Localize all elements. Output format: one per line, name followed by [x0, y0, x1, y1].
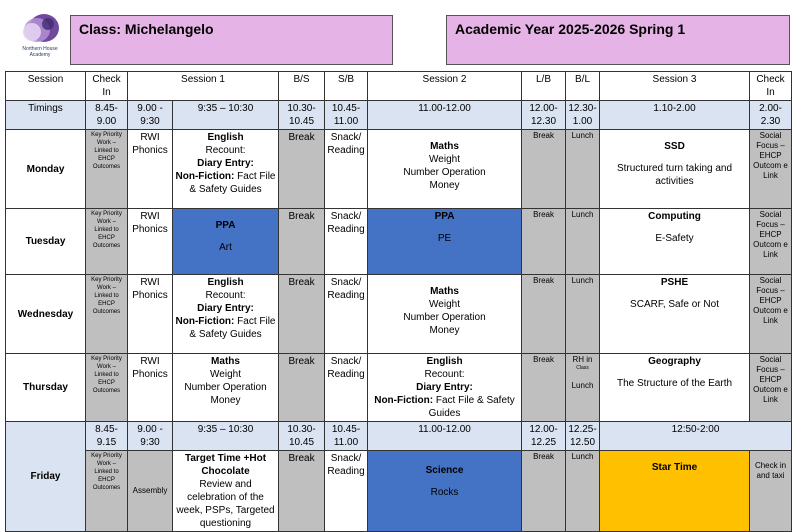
snack-cell: Snack/ Reading [325, 354, 368, 422]
subject-title: Geography [648, 356, 701, 367]
timing-text: 8.45- 9.15 [95, 424, 118, 448]
line: Lunch [571, 381, 594, 390]
subject-title: SSD [664, 141, 685, 152]
line: PE [437, 233, 452, 244]
snack-cell: Snack/ Reading [325, 209, 368, 275]
subject-title: Science [425, 465, 464, 476]
lunch-cell: Lunch [566, 451, 600, 532]
day-label: Wednesday [6, 275, 86, 354]
rwi-cell: RWI Phonics [128, 130, 173, 209]
tuesday-row [6, 209, 792, 275]
lunch-cell: Lunch [566, 209, 600, 275]
timing-bl [566, 101, 600, 130]
timing-lb [522, 101, 566, 130]
line: Money [210, 395, 241, 406]
timing-check-in-2 [750, 101, 792, 130]
line [175, 315, 276, 328]
col-session-3: Session 3 [600, 72, 750, 101]
lunch-cell: Lunch [566, 130, 600, 209]
friday-session-1 [173, 451, 279, 532]
thursday-row [6, 354, 792, 422]
rwi-cell: RWI Phonics [128, 354, 173, 422]
timings-row [6, 101, 792, 130]
wednesday-row [6, 275, 792, 354]
subject-title: Maths [430, 286, 459, 297]
thursday-session-3 [600, 354, 750, 422]
timing-text: 12.00- 12.25 [529, 424, 558, 448]
line: & Safety Guides [189, 329, 262, 340]
social-focus-cell: Social Focus – EHCP Outcom e Link [750, 275, 792, 354]
logo-text: Northern House Academy [22, 46, 58, 58]
key-priority-cell: Key Priority Work – Linked to EHCP Outcomes [86, 451, 128, 532]
column-header-row [6, 72, 792, 101]
break-cell: Break [279, 130, 325, 209]
line: Recount: [205, 290, 246, 301]
check-in-taxi-cell [750, 451, 792, 532]
line [370, 394, 519, 407]
timing-text: 9.00 - 9:30 [137, 103, 163, 127]
timings-label: Timings [6, 101, 86, 130]
col-session: Session [6, 72, 86, 101]
timing-text: 2.00- 2.30 [759, 103, 782, 127]
line: Weight [429, 299, 460, 310]
line: Class [576, 365, 589, 371]
timing-text: 10.30- 10.45 [287, 103, 316, 127]
line: Check in and taxi [754, 461, 787, 480]
line: Weight [210, 369, 241, 380]
line: Guides [428, 408, 461, 419]
line: Number Operation [403, 312, 486, 323]
timing-text: 10.45- 11.00 [331, 424, 361, 448]
social-focus-cell: Social Focus – EHCP Outcom e Link [750, 209, 792, 275]
tuesday-session-1 [173, 209, 279, 275]
line: Review and celebration of the week, PSPs, Targeted questioning [176, 479, 275, 529]
break-cell: Break [279, 451, 325, 532]
friday-timings-row [6, 422, 792, 451]
line: Money [429, 180, 460, 191]
subject-title: Maths [430, 141, 459, 152]
thursday-session-1 [173, 354, 279, 422]
thursday-session-2 [368, 354, 522, 422]
timing-session-1: 9:35 – 10:30 [173, 101, 279, 130]
day-label: Friday [6, 422, 86, 532]
timing-text: 10.30- 10.45 [287, 424, 316, 448]
day-label: Monday [6, 130, 86, 209]
col-session-1: Session 1 [128, 72, 279, 101]
break-cell: Break [279, 209, 325, 275]
timing-bl [566, 422, 600, 451]
line: Diary Entry: [416, 382, 473, 393]
line-bold: Non-Fiction: [374, 395, 434, 406]
col-check-in-2: Check In [750, 72, 792, 101]
key-priority-cell: Key Priority Work – Linked to EHCP Outcomes [86, 275, 128, 354]
timing-early [128, 422, 173, 451]
line: SCARF, Safe or Not [630, 299, 719, 310]
line: Weight [429, 154, 460, 165]
thursday-bl-cell [566, 354, 600, 422]
day-label: Thursday [6, 354, 86, 422]
tuesday-session-3 [600, 209, 750, 275]
subject-title: English [207, 132, 244, 143]
social-focus-cell: Social Focus – EHCP Outcom e Link [750, 130, 792, 209]
col-check-in: Check In [86, 72, 128, 101]
line: Art [219, 242, 232, 253]
timing-bs [279, 101, 325, 130]
timing-session-3: 1.10-2.00 [600, 101, 750, 130]
key-priority-cell: Key Priority Work – Linked to EHCP Outcomes [86, 209, 128, 275]
line-rest: Fact File & Safety [433, 395, 515, 406]
timing-session-2: 11.00-12.00 [368, 101, 522, 130]
subject-title: Target Time +Hot Chocolate [184, 453, 267, 477]
timing-text: 10.45- 11.00 [331, 103, 361, 127]
col-sb: S/B [325, 72, 368, 101]
lb-cell: Break [522, 209, 566, 275]
line: & Safety Guides [189, 184, 262, 195]
monday-session-2 [368, 130, 522, 209]
line-rest: Fact File [234, 316, 276, 327]
academy-logo [12, 10, 68, 66]
rwi-cell: RWI Phonics [128, 275, 173, 354]
subject-title: Star Time [651, 462, 698, 473]
break-cell: Break [279, 354, 325, 422]
timing-lb [522, 422, 566, 451]
timing-text: 8.45- 9.00 [95, 103, 118, 127]
break-cell: Break [279, 275, 325, 354]
col-bs: B/S [279, 72, 325, 101]
col-session-2: Session 2 [368, 72, 522, 101]
line: Number Operation [184, 382, 267, 393]
lb-cell: Break [522, 275, 566, 354]
subject-title: Maths [211, 356, 240, 367]
friday-session-2 [368, 451, 522, 532]
day-label: Tuesday [6, 209, 86, 275]
snack-cell: Snack/ Reading [325, 451, 368, 532]
lb-cell: Break [522, 451, 566, 532]
lb-cell: Break [522, 130, 566, 209]
timing-check-in [86, 422, 128, 451]
wednesday-session-1 [173, 275, 279, 354]
line: Rocks [430, 487, 459, 498]
line [175, 170, 276, 183]
snack-cell: Snack/ Reading [325, 275, 368, 354]
line: RH in [572, 355, 593, 364]
line: Recount: [424, 369, 465, 380]
subject-title: English [207, 277, 244, 288]
key-priority-cell: Key Priority Work – Linked to EHCP Outcomes [86, 130, 128, 209]
timing-sb [325, 101, 368, 130]
col-bl: B/L [566, 72, 600, 101]
wednesday-session-3 [600, 275, 750, 354]
line-bold: Non-Fiction: [175, 316, 235, 327]
logo-swirl-icon [18, 12, 62, 46]
timing-text: 12.30- 1.00 [568, 103, 597, 127]
subject-title: PSHE [660, 277, 689, 288]
line: Structured turn taking and activities [616, 163, 733, 187]
line: Recount: [205, 145, 246, 156]
line: The Structure of the Earth [616, 378, 733, 389]
subject-title: PPA [215, 220, 236, 231]
line-rest: Fact File [234, 171, 276, 182]
line: Money [429, 325, 460, 336]
timing-session-3: 12:50-2:00 [600, 422, 792, 451]
timing-sb [325, 422, 368, 451]
subject-title: PPA [434, 211, 455, 222]
subject-title: English [426, 356, 463, 367]
rwi-cell: RWI Phonics [128, 209, 173, 275]
timetable [5, 71, 792, 532]
line: Diary Entry: [197, 158, 254, 169]
monday-session-3 [600, 130, 750, 209]
timing-session-2: 11.00-12.00 [368, 422, 522, 451]
timing-text: 9.00 - 9:30 [137, 424, 163, 448]
line-bold: Non-Fiction: [175, 171, 235, 182]
subject-title: Computing [648, 211, 701, 222]
timing-text: 12.25- 12.50 [568, 424, 597, 448]
timing-bs [279, 422, 325, 451]
wednesday-session-2 [368, 275, 522, 354]
friday-row [6, 451, 792, 532]
timing-early [128, 101, 173, 130]
monday-session-1 [173, 130, 279, 209]
lb-cell: Break [522, 354, 566, 422]
class-title: Class: Michelangelo [70, 15, 393, 65]
monday-row [6, 130, 792, 209]
social-focus-cell: Social Focus – EHCP Outcom e Link [750, 354, 792, 422]
tuesday-session-2 [368, 209, 522, 275]
key-priority-cell: Key Priority Work – Linked to EHCP Outcomes [86, 354, 128, 422]
lunch-cell: Lunch [566, 275, 600, 354]
friday-session-3 [600, 451, 750, 532]
line: E-Safety [655, 233, 694, 244]
academic-year-title: Academic Year 2025-2026 Spring 1 [446, 15, 790, 65]
timing-check-in [86, 101, 128, 130]
timing-text: 12.00- 12.30 [529, 103, 558, 127]
col-lb: L/B [522, 72, 566, 101]
snack-cell: Snack/ Reading [325, 130, 368, 209]
assembly-cell: Assembly [128, 451, 173, 532]
line: Diary Entry: [197, 303, 254, 314]
timing-session-1: 9:35 – 10:30 [173, 422, 279, 451]
line: Number Operation [403, 167, 486, 178]
